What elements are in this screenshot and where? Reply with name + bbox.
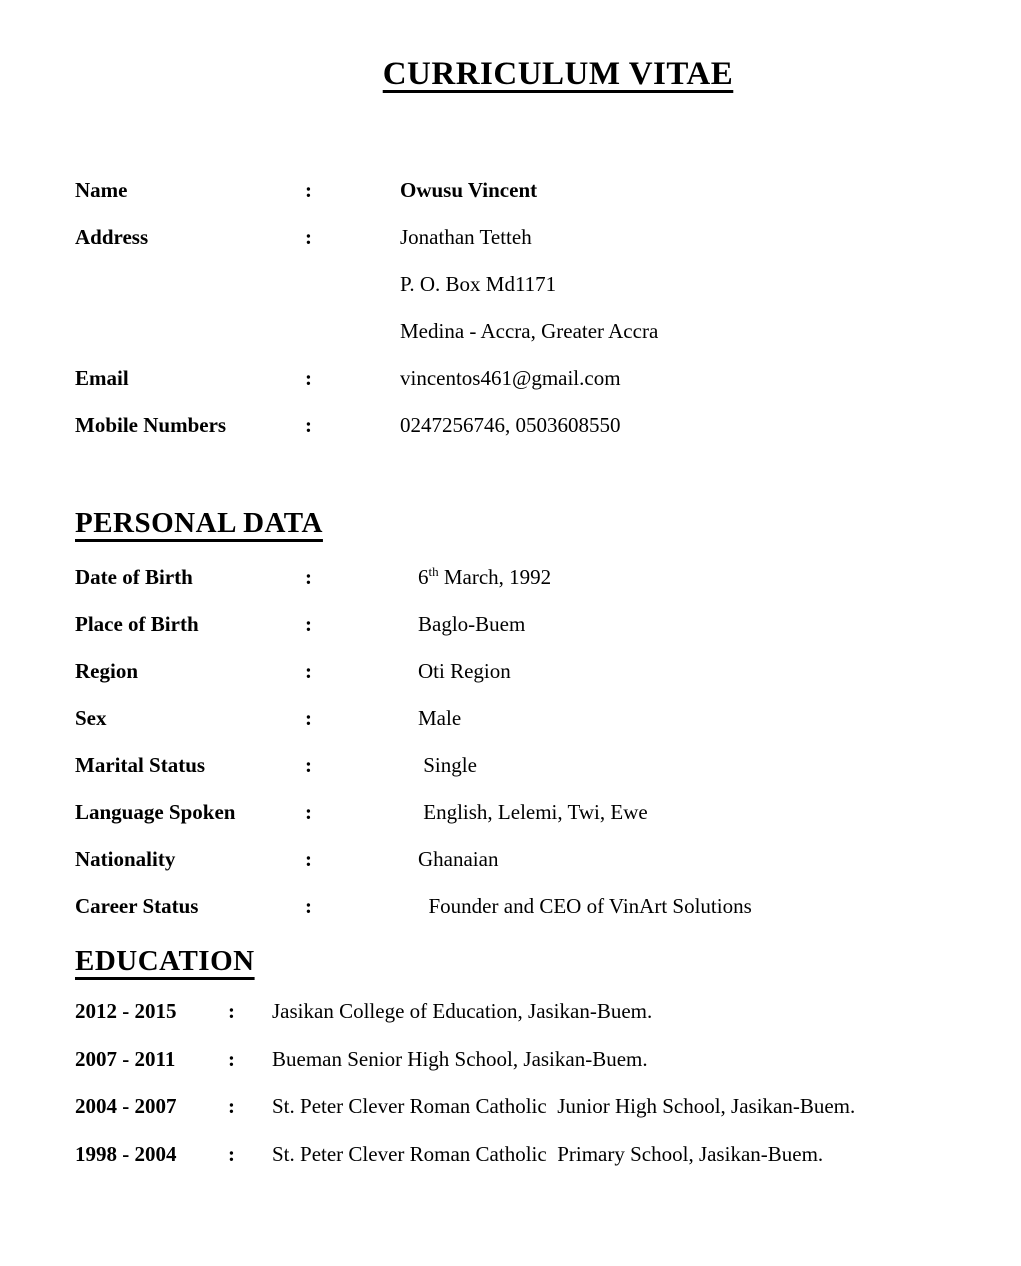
personal-row-region (75, 648, 961, 695)
field-colon: : (305, 225, 312, 249)
field-label-language: Language Spoken (75, 800, 236, 824)
field-value-region: Oti Region (418, 659, 511, 683)
education-row (75, 1131, 961, 1179)
field-value-career: Founder and CEO of VinArt Solutions (418, 894, 752, 918)
dob-ordinal: th (428, 564, 439, 579)
field-colon: : (305, 612, 312, 636)
field-label-email: Email (75, 366, 129, 390)
field-colon: : (228, 1094, 235, 1118)
field-colon: : (228, 999, 235, 1023)
field-label-pob: Place of Birth (75, 612, 199, 636)
field-label-name: Name (75, 178, 128, 202)
field-value-address-line3: Medina - Accra, Greater Accra (400, 319, 659, 343)
personal-row-language (75, 789, 961, 836)
field-label-mobile: Mobile Numbers (75, 413, 227, 437)
field-value-address-line2: P. O. Box Md1171 (400, 272, 557, 296)
cv-title-row (75, 52, 961, 96)
field-label-address: Address (75, 225, 149, 249)
field-label-region: Region (75, 659, 138, 683)
education-section (75, 988, 961, 1178)
cv-title: CURRICULUM VITAE (382, 56, 734, 92)
field-colon: : (305, 366, 312, 390)
field-label-sex: Sex (75, 706, 107, 730)
field-label-career: Career Status (75, 894, 199, 918)
contact-section (75, 167, 961, 449)
personal-row-sex (75, 695, 961, 742)
education-row (75, 988, 961, 1036)
field-colon: : (305, 413, 312, 437)
education-row (75, 1036, 961, 1084)
contact-row-address-line2 (75, 261, 961, 308)
field-value-mobile: 0247256746, 0503608550 (400, 413, 621, 437)
field-label-dob: Date of Birth (75, 565, 193, 589)
contact-row-address (75, 214, 961, 261)
field-colon: : (228, 1046, 235, 1071)
field-value-address-line1: Jonathan Tetteh (400, 225, 532, 249)
education-row (75, 1083, 961, 1131)
field-value-language: English, Lelemi, Twi, Ewe (418, 800, 648, 824)
field-value-nationality: Ghanaian (418, 847, 499, 871)
field-value-sex: Male (418, 706, 462, 730)
education-school: St. Peter Clever Roman Catholic Junior High School, Jasikan-Buem. (272, 1094, 856, 1118)
field-value-name: Owusu Vincent (400, 178, 538, 202)
field-colon: : (305, 565, 312, 589)
education-years: 2004 - 2007 (75, 1094, 177, 1118)
field-value-dob (400, 554, 551, 601)
education-years: 2007 - 2011 (75, 1046, 176, 1071)
field-value-email: vincentos461@gmail.com (400, 366, 621, 390)
field-colon: : (305, 753, 312, 777)
contact-row-mobile (75, 402, 961, 449)
field-label-nationality: Nationality (75, 847, 176, 871)
contact-row-address-line3 (75, 308, 961, 355)
field-colon: : (305, 178, 312, 202)
field-label-marital: Marital Status (75, 753, 206, 777)
dob-day: 6 (418, 565, 429, 589)
education-years: 1998 - 2004 (75, 1141, 177, 1166)
field-label-empty (75, 308, 305, 355)
personal-row-pob (75, 601, 961, 648)
field-colon: : (305, 847, 312, 871)
personal-row-marital (75, 742, 961, 789)
field-value-pob: Baglo-Buem (418, 612, 526, 636)
dob-rest: March, 1992 (438, 565, 552, 589)
field-colon: : (305, 659, 312, 683)
education-school: Bueman Senior High School, Jasikan-Buem. (272, 1046, 648, 1071)
field-colon: : (305, 800, 312, 824)
field-label-empty (75, 261, 305, 308)
education-heading: EDUCATION (75, 945, 255, 977)
contact-row-name (75, 167, 961, 214)
education-heading-row (75, 943, 961, 979)
personal-row-nationality (75, 836, 961, 883)
personal-data-heading-row (75, 505, 961, 541)
contact-row-email (75, 355, 961, 402)
personal-data-section (75, 554, 961, 930)
education-school: St. Peter Clever Roman Catholic Primary School, Jasikan-Buem. (272, 1141, 824, 1166)
education-school: Jasikan College of Education, Jasikan-Buem. (272, 999, 653, 1023)
field-colon-empty (305, 261, 400, 308)
field-colon: : (305, 894, 312, 918)
field-colon-empty (305, 308, 400, 355)
personal-row-dob (75, 554, 961, 601)
personal-data-heading: PERSONAL DATA (75, 507, 323, 539)
field-value-marital: Single (418, 753, 477, 777)
personal-row-career (75, 883, 961, 930)
field-colon: : (305, 706, 312, 730)
field-colon: : (228, 1141, 235, 1166)
education-years: 2012 - 2015 (75, 999, 177, 1023)
